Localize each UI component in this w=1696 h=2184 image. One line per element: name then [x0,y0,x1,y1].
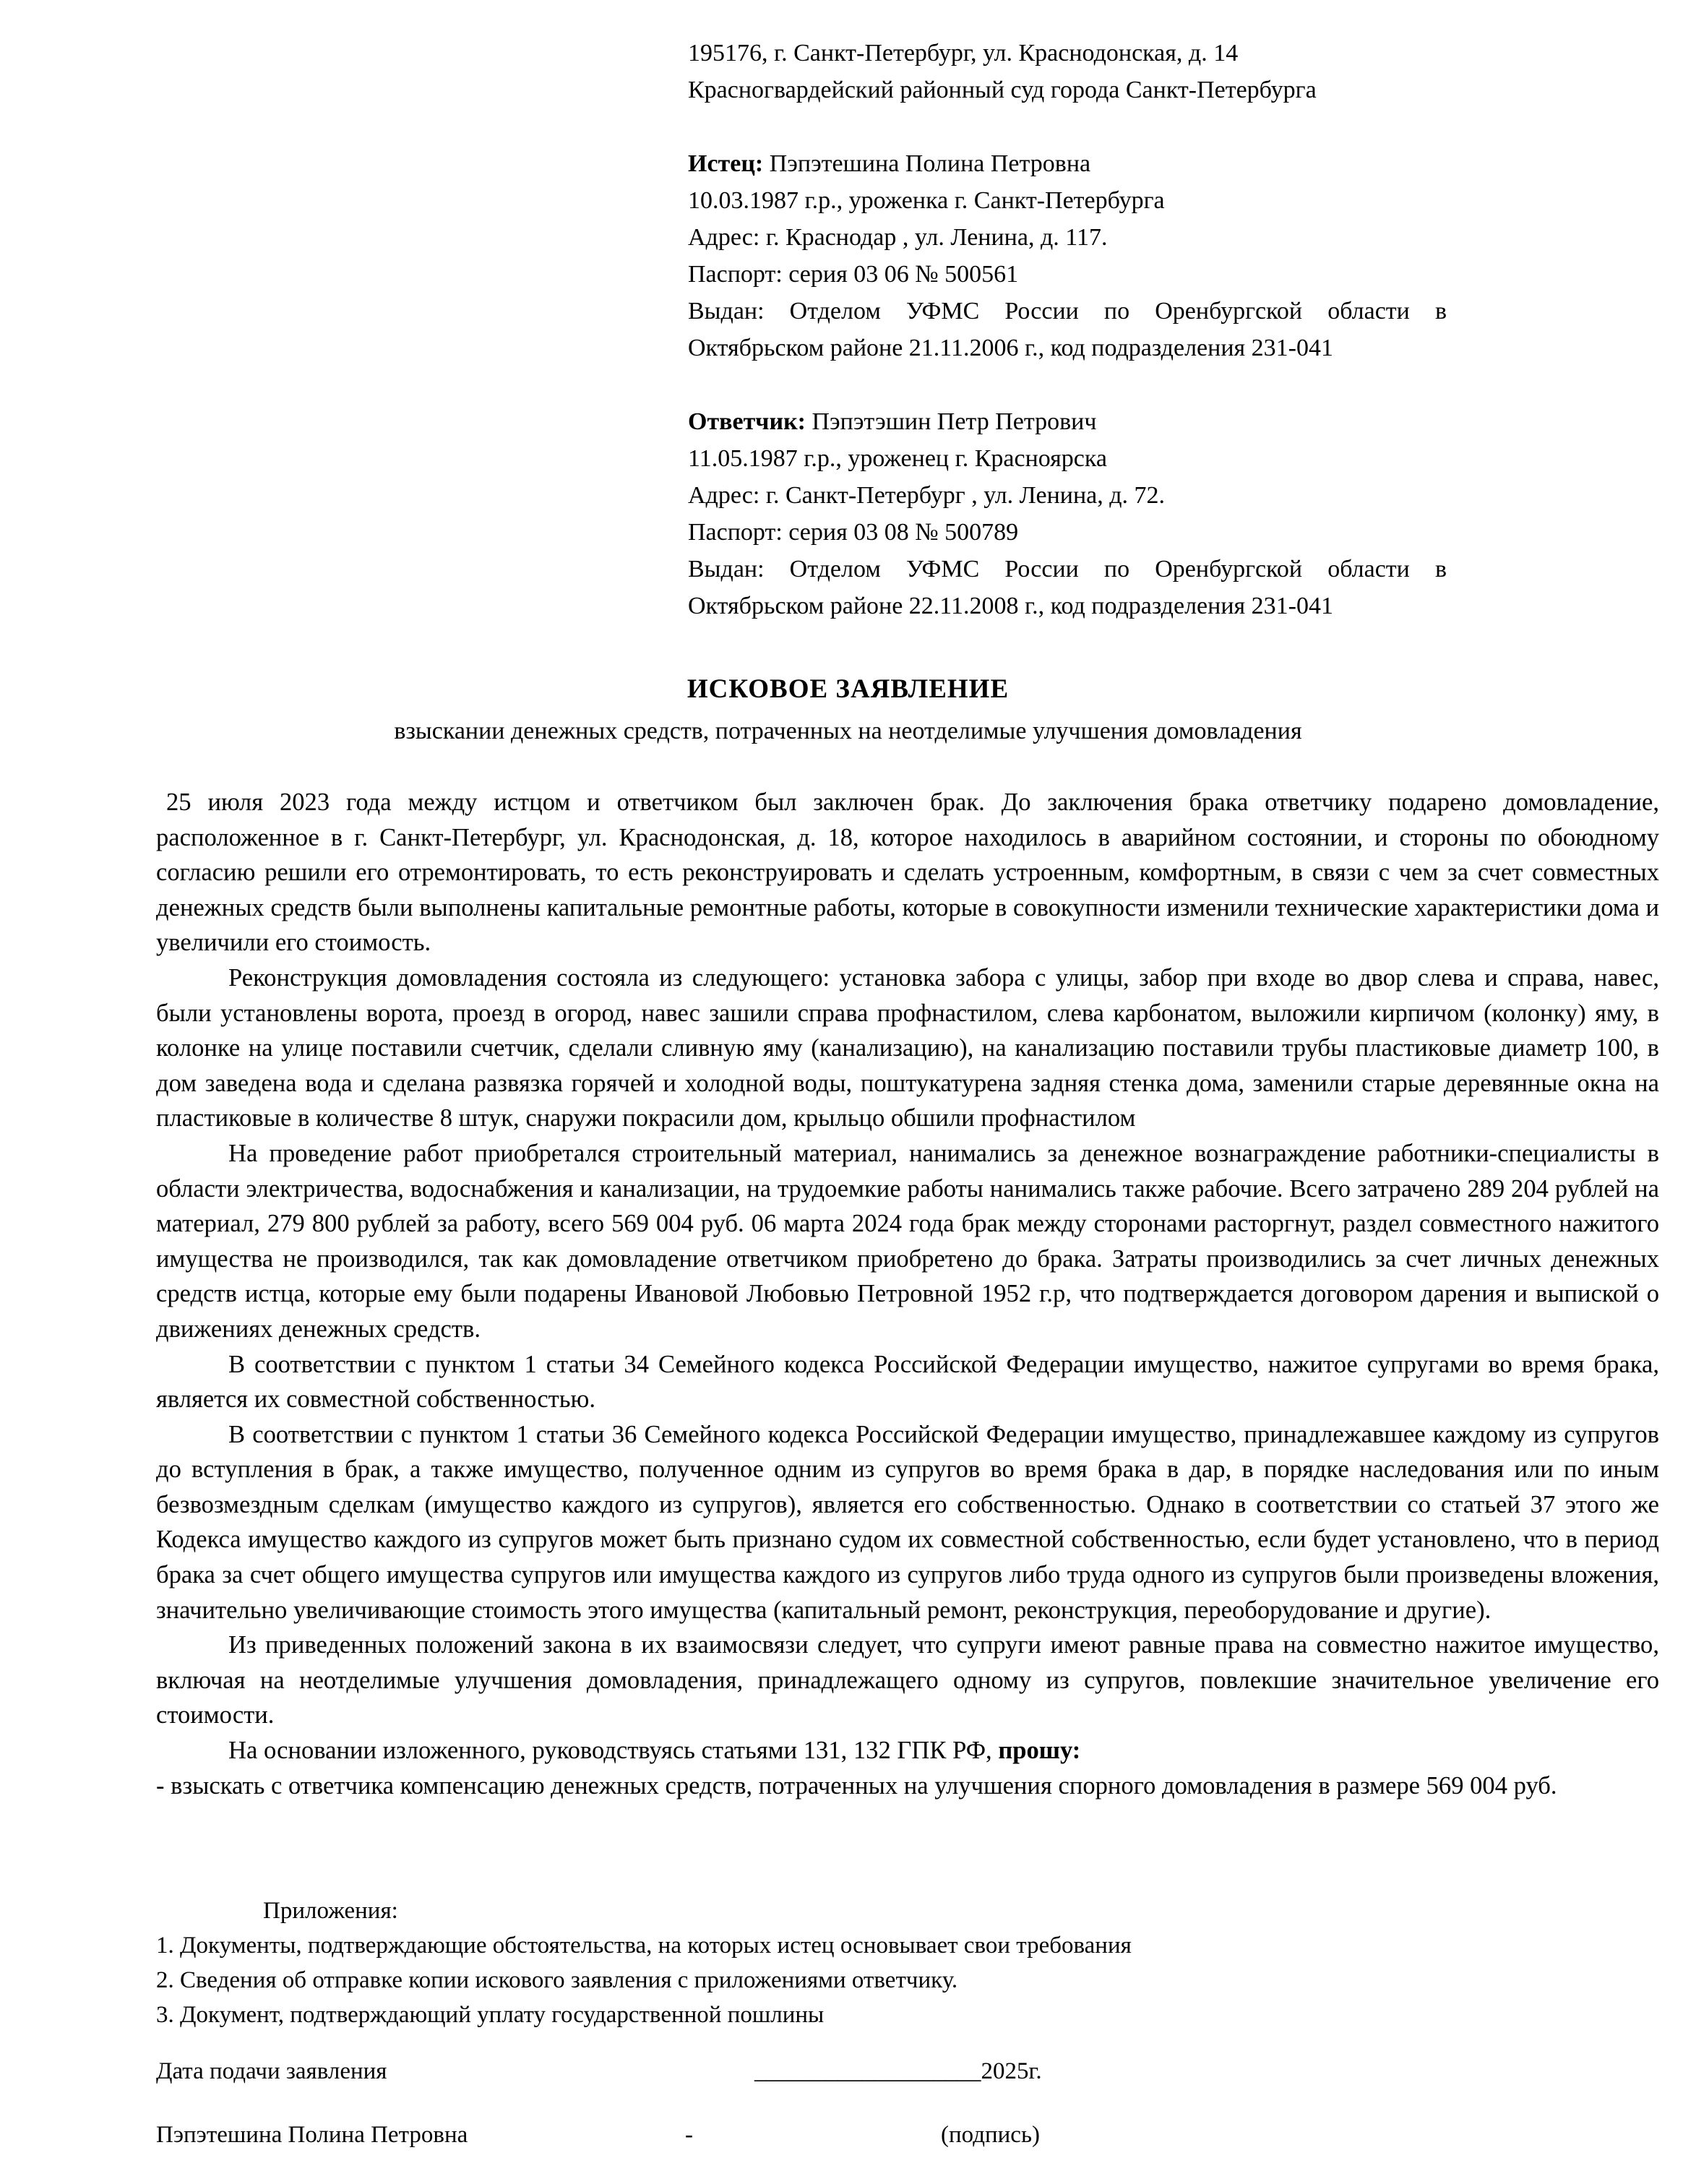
defendant-issued-2: Октябрьском районе 22.11.2008 г., код подразделения 231-041 [688,593,1333,619]
paragraph: В соответствии с пунктом 1 статьи 36 Семейного кодекса Российской Федерации имущество, принадлежавшее каждому из супругов до вступления в брак, а также имущество, полученное одним из супругов во время брака в дар, в порядке наследования или по иным безвозмездным сделкам (имущество каждого из супругов), является его собственностью. Однако в соответствии со статьей 37 этого же Кодекса имущество каждого из супругов может быть признано судом их совместной собственностью, если будет установлено, что в период брака за счет общего имущества супругов или имущества каждого из супругов либо труда одного из супругов были произведены вложения, значительно увеличивающие стоимость этого имущества (капитальный ремонт, реконструкция, переоборудование и другие). [156,1420,1659,1624]
date-label: Дата подачи заявления [156,2058,387,2084]
plaintiff-issued-2: Октябрьском районе 21.11.2006 г., код подразделения 231-041 [688,335,1333,361]
document-title: ИСКОВОЕ ЗАЯВЛЕНИЕ [686,674,1010,704]
plaintiff-name: Пэпэтешина Полина Петровна [769,150,1091,177]
defendant-name-line [688,403,1447,440]
document-subtitle: взыскании денежных средств, потраченных на неотделимые улучшения домовладения [394,718,1302,744]
document-body [156,785,1659,1803]
plaintiff-issued-1: Выдан: Отделом УФМС России по Оренбургской области в [688,298,1447,324]
defendant-issued-1: Выдан: Отделом УФМС России по Оренбургской области в [688,556,1447,582]
attachment-item: 2. Сведения об отправке копии искового заявления с приложениями ответчику. [156,1967,958,1993]
court-name: Красногвардейский районный суд города Санкт-Петербурга [688,77,1317,103]
date-blank: ___________________2025г. [754,2058,1042,2084]
request-demand: - взыскать с ответчика компенсацию денежных средств, потраченных на улучшения спорного домовладения в размере 569 004 руб. [156,1771,1557,1800]
court-address: 195176, г. Санкт-Петербург, ул. Краснодонская, д. 14 [688,40,1239,66]
signer-name: Пэпэтешина Полина Петровна [156,2122,468,2148]
attachment-item: 3. Документ, подтверждающий уплату государственной пошлины [156,2002,825,2028]
paragraph: На проведение работ приобретался строительный материал, нанимались за денежное вознаграждение работники-специалисты в области электричества, водоснабжения и канализации, на трудоемкие работы нанимались также рабочие. Всего затрачено 289 204 рублей на материал, 279 800 рублей за работу, всего 569 004 руб. 06 марта 2024 года брак между сторонами расторгнут, раздел совместного нажитого имущества не производился, так как домовладение ответчиком приобретено до брака. Затраты производились за счет личных денежных средств истца, которые ему были подарены Ивановой Любовью Петровной 1952 г.р, что подтверждается договором дарения и выпиской о движениях денежных средств. [156,1139,1659,1343]
paragraph: В соответствии с пунктом 1 статьи 34 Семейного кодекса Российской Федерации имущество, нажитое супругами во время брака, является их совместной собственностью. [156,1350,1659,1414]
signature-label: (подпись) [941,2122,1040,2148]
defendant-birth: 11.05.1987 г.р., уроженец г. Красноярска [688,445,1107,472]
attachment-item: 1. Документы, подтверждающие обстоятельства, на которых истец основывает свои требования [156,1933,1132,1959]
header-block [688,35,1447,624]
plaintiff-birth: 10.03.1987 г.р., уроженка г. Санкт-Петербурга [688,187,1165,214]
defendant-address: Адрес: г. Санкт-Петербург , ул. Ленина, д. 72. [688,482,1166,509]
plaintiff-passport: Паспорт: серия 03 06 № 500561 [688,261,1019,288]
defendant-label: Ответчик: [688,408,806,435]
paragraph: 25 июля 2023 года между истцом и ответчиком был заключен брак. До заключения брака ответчику подарено домовладение, расположенное в г. Санкт-Петербург, ул. Краснодонская, д. 18, которое находилось в аварийном состоянии, и стороны по обоюдному согласию решили его отремонтировать, то есть реконструировать и сделать устроенным, комфортным, в связи с чем за счет совместных денежных средств были выполнены капитальные ремонтные работы, которые в совокупности изменили технические характеристики дома и увеличили его стоимость. [156,788,1659,957]
attachments-heading: Приложения: [263,1898,398,1924]
plaintiff-name-line [688,145,1447,182]
paragraph: Реконструкция домовладения состояла из следующего: установка забора с улицы, забор при входе во двор слева и справа, навес, были установлены ворота, проезд в огород, навес зашили справа профнастилом, слева карбонатом, выложили кирпичом (колонку) яму, в колонке на улице поставили счетчик, сделали сливную яму (канализацию), на канализацию поставили трубы пластиковые диаметр 100, в дом заведена вода и сделана развязка горячей и холодной воды, поштукатурена задняя стенка дома, заменили старые деревянные окна на пластиковые в количестве 8 штук, снаружи покрасили дом, крыльцо обшили профнастилом [156,963,1659,1132]
plaintiff-label: Истец: [688,150,764,177]
defendant-name: Пэпэтэшин Петр Петрович [812,408,1097,435]
plaintiff-address: Адрес: г. Краснодар , ул. Ленина, д. 117. [688,224,1108,251]
paragraph: Из приведенных положений закона в их взаимосвязи следует, что супруги имеют равные права на совместно нажитое имущество, включая на неотделимые улучшения домовладения, принадлежащего одному из супругов, повлекшие значительное увеличение его стоимости. [156,1631,1659,1729]
request-intro: На основании изложенного, руководствуясь статьями 131, 132 ГПК РФ, [228,1737,992,1765]
signature-dash: - [685,2122,693,2148]
request-intro-line [156,1733,1659,1768]
defendant-passport: Паспорт: серия 03 08 № 500789 [688,519,1019,546]
attachments-block [156,1893,1132,2032]
request-bold: прошу: [998,1737,1081,1765]
